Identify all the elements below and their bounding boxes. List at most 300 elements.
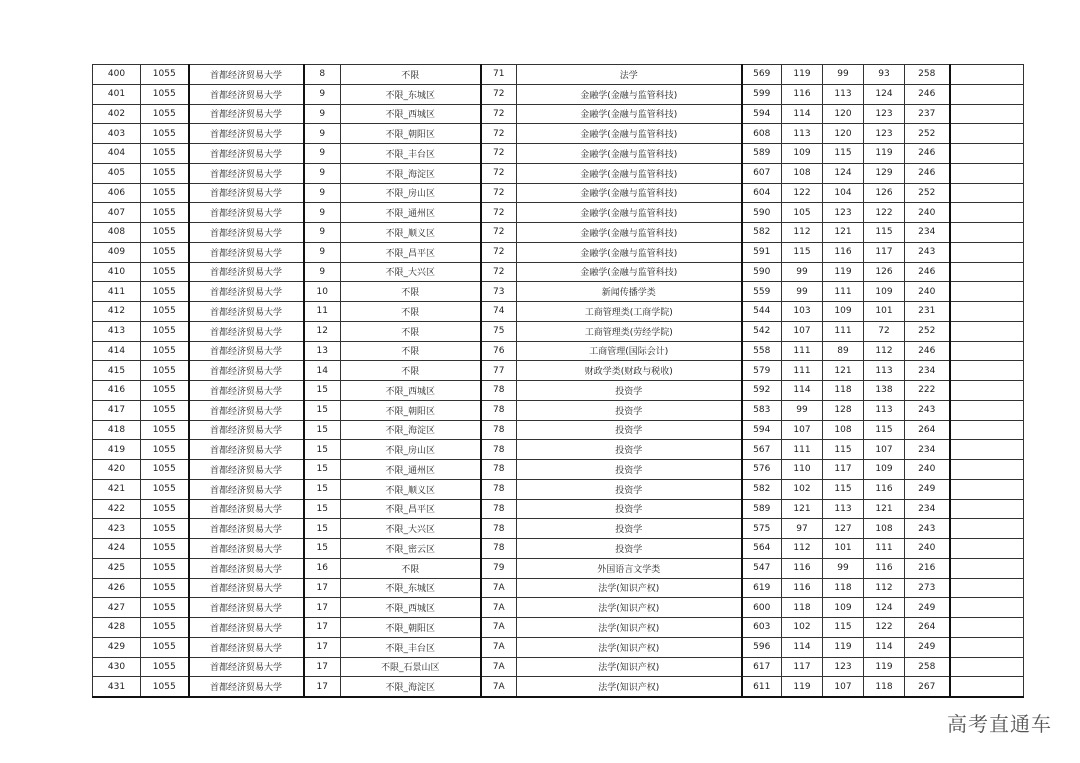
school-name-cell: 首都经济贸易大学 xyxy=(189,677,304,697)
seq-cell: 429 xyxy=(93,637,141,657)
school-name-cell: 首都经济贸易大学 xyxy=(189,124,304,144)
subject4-score-cell: 258 xyxy=(905,65,950,85)
note-cell xyxy=(950,440,1024,460)
restriction-cell: 不限_海淀区 xyxy=(341,163,481,183)
subject2-score-cell: 111 xyxy=(823,321,864,341)
subject4-score-cell: 246 xyxy=(905,262,950,282)
school-code-cell: 1055 xyxy=(141,440,189,460)
major-name-cell: 金融学(金融与监管科技) xyxy=(517,262,742,282)
seq-cell: 405 xyxy=(93,163,141,183)
total-score-cell: 617 xyxy=(742,657,782,677)
subject4-score-cell: 240 xyxy=(905,282,950,302)
total-score-cell: 592 xyxy=(742,381,782,401)
major-name-cell: 法学(知识产权) xyxy=(517,657,742,677)
subject2-score-cell: 127 xyxy=(823,519,864,539)
subject1-score-cell: 99 xyxy=(782,282,823,302)
school-name-cell: 首都经济贸易大学 xyxy=(189,361,304,381)
school-code-cell: 1055 xyxy=(141,677,189,697)
subject1-score-cell: 118 xyxy=(782,598,823,618)
subject1-score-cell: 121 xyxy=(782,499,823,519)
school-code-cell: 1055 xyxy=(141,400,189,420)
table-row xyxy=(93,65,1024,85)
subject4-score-cell: 216 xyxy=(905,558,950,578)
major-name-cell: 金融学(金融与监管科技) xyxy=(517,242,742,262)
seq-cell: 426 xyxy=(93,578,141,598)
major-code-cell: 72 xyxy=(481,203,517,223)
subject2-score-cell: 115 xyxy=(823,618,864,638)
subject2-score-cell: 117 xyxy=(823,460,864,480)
subject3-score-cell: 93 xyxy=(864,65,905,85)
major-name-cell: 投资学 xyxy=(517,420,742,440)
group-cell: 15 xyxy=(304,519,341,539)
note-cell xyxy=(950,618,1024,638)
seq-cell: 406 xyxy=(93,183,141,203)
subject3-score-cell: 115 xyxy=(864,420,905,440)
school-code-cell: 1055 xyxy=(141,637,189,657)
table-row xyxy=(93,539,1024,559)
school-name-cell: 首都经济贸易大学 xyxy=(189,539,304,559)
group-cell: 8 xyxy=(304,65,341,85)
group-cell: 9 xyxy=(304,124,341,144)
group-cell: 11 xyxy=(304,302,341,322)
subject2-score-cell: 118 xyxy=(823,578,864,598)
subject3-score-cell: 112 xyxy=(864,578,905,598)
major-name-cell: 投资学 xyxy=(517,539,742,559)
subject1-score-cell: 97 xyxy=(782,519,823,539)
subject1-score-cell: 105 xyxy=(782,203,823,223)
group-cell: 15 xyxy=(304,420,341,440)
major-code-cell: 71 xyxy=(481,65,517,85)
major-code-cell: 77 xyxy=(481,361,517,381)
school-code-cell: 1055 xyxy=(141,163,189,183)
subject4-score-cell: 252 xyxy=(905,124,950,144)
total-score-cell: 579 xyxy=(742,361,782,381)
school-code-cell: 1055 xyxy=(141,341,189,361)
subject4-score-cell: 252 xyxy=(905,183,950,203)
note-cell xyxy=(950,183,1024,203)
table-row xyxy=(93,163,1024,183)
subject4-score-cell: 246 xyxy=(905,84,950,104)
group-cell: 17 xyxy=(304,657,341,677)
note-cell xyxy=(950,104,1024,124)
school-name-cell: 首都经济贸易大学 xyxy=(189,262,304,282)
subject1-score-cell: 110 xyxy=(782,460,823,480)
restriction-cell: 不限_昌平区 xyxy=(341,499,481,519)
total-score-cell: 583 xyxy=(742,400,782,420)
major-name-cell: 法学(知识产权) xyxy=(517,637,742,657)
note-cell xyxy=(950,460,1024,480)
table-body xyxy=(93,65,1024,698)
subject1-score-cell: 116 xyxy=(782,84,823,104)
major-name-cell: 金融学(金融与监管科技) xyxy=(517,203,742,223)
subject1-score-cell: 116 xyxy=(782,558,823,578)
restriction-cell: 不限 xyxy=(341,282,481,302)
total-score-cell: 590 xyxy=(742,203,782,223)
subject3-score-cell: 117 xyxy=(864,242,905,262)
major-code-cell: 74 xyxy=(481,302,517,322)
school-name-cell: 首都经济贸易大学 xyxy=(189,420,304,440)
major-name-cell: 法学 xyxy=(517,65,742,85)
subject1-score-cell: 116 xyxy=(782,578,823,598)
subject2-score-cell: 108 xyxy=(823,420,864,440)
seq-cell: 400 xyxy=(93,65,141,85)
total-score-cell: 544 xyxy=(742,302,782,322)
restriction-cell: 不限_通州区 xyxy=(341,460,481,480)
subject4-score-cell: 249 xyxy=(905,637,950,657)
subject2-score-cell: 116 xyxy=(823,242,864,262)
subject3-score-cell: 113 xyxy=(864,361,905,381)
major-code-cell: 72 xyxy=(481,84,517,104)
group-cell: 9 xyxy=(304,84,341,104)
subject3-score-cell: 124 xyxy=(864,84,905,104)
table-row xyxy=(93,598,1024,618)
restriction-cell: 不限_顺义区 xyxy=(341,479,481,499)
total-score-cell: 569 xyxy=(742,65,782,85)
group-cell: 9 xyxy=(304,223,341,243)
school-code-cell: 1055 xyxy=(141,420,189,440)
school-name-cell: 首都经济贸易大学 xyxy=(189,637,304,657)
total-score-cell: 589 xyxy=(742,499,782,519)
major-code-cell: 76 xyxy=(481,341,517,361)
subject4-score-cell: 240 xyxy=(905,539,950,559)
table-row xyxy=(93,578,1024,598)
seq-cell: 407 xyxy=(93,203,141,223)
total-score-cell: 619 xyxy=(742,578,782,598)
note-cell xyxy=(950,657,1024,677)
table-row xyxy=(93,657,1024,677)
subject2-score-cell: 128 xyxy=(823,400,864,420)
subject4-score-cell: 231 xyxy=(905,302,950,322)
group-cell: 15 xyxy=(304,400,341,420)
total-score-cell: 594 xyxy=(742,420,782,440)
group-cell: 9 xyxy=(304,262,341,282)
major-code-cell: 78 xyxy=(481,381,517,401)
seq-cell: 423 xyxy=(93,519,141,539)
restriction-cell: 不限_昌平区 xyxy=(341,242,481,262)
table-row xyxy=(93,558,1024,578)
note-cell xyxy=(950,637,1024,657)
restriction-cell: 不限_西城区 xyxy=(341,598,481,618)
major-code-cell: 78 xyxy=(481,420,517,440)
subject2-score-cell: 89 xyxy=(823,341,864,361)
subject2-score-cell: 119 xyxy=(823,637,864,657)
total-score-cell: 547 xyxy=(742,558,782,578)
major-name-cell: 金融学(金融与监管科技) xyxy=(517,84,742,104)
table-row xyxy=(93,519,1024,539)
major-code-cell: 72 xyxy=(481,104,517,124)
subject3-score-cell: 116 xyxy=(864,479,905,499)
group-cell: 15 xyxy=(304,381,341,401)
note-cell xyxy=(950,262,1024,282)
major-code-cell: 7A xyxy=(481,578,517,598)
major-name-cell: 金融学(金融与监管科技) xyxy=(517,104,742,124)
total-score-cell: 600 xyxy=(742,598,782,618)
subject2-score-cell: 109 xyxy=(823,302,864,322)
subject3-score-cell: 114 xyxy=(864,637,905,657)
subject4-score-cell: 273 xyxy=(905,578,950,598)
subject1-score-cell: 119 xyxy=(782,677,823,697)
major-name-cell: 投资学 xyxy=(517,440,742,460)
table-row xyxy=(93,677,1024,697)
note-cell xyxy=(950,598,1024,618)
total-score-cell: 567 xyxy=(742,440,782,460)
total-score-cell: 603 xyxy=(742,618,782,638)
group-cell: 16 xyxy=(304,558,341,578)
school-name-cell: 首都经济贸易大学 xyxy=(189,321,304,341)
note-cell xyxy=(950,242,1024,262)
major-code-cell: 7A xyxy=(481,677,517,697)
seq-cell: 414 xyxy=(93,341,141,361)
subject4-score-cell: 246 xyxy=(905,144,950,164)
subject4-score-cell: 243 xyxy=(905,242,950,262)
total-score-cell: 582 xyxy=(742,223,782,243)
group-cell: 17 xyxy=(304,677,341,697)
seq-cell: 419 xyxy=(93,440,141,460)
subject4-score-cell: 264 xyxy=(905,420,950,440)
seq-cell: 421 xyxy=(93,479,141,499)
seq-cell: 401 xyxy=(93,84,141,104)
note-cell xyxy=(950,65,1024,85)
restriction-cell: 不限 xyxy=(341,558,481,578)
subject4-score-cell: 246 xyxy=(905,163,950,183)
major-code-cell: 75 xyxy=(481,321,517,341)
school-code-cell: 1055 xyxy=(141,479,189,499)
restriction-cell: 不限_海淀区 xyxy=(341,420,481,440)
note-cell xyxy=(950,321,1024,341)
subject1-score-cell: 113 xyxy=(782,124,823,144)
subject4-score-cell: 264 xyxy=(905,618,950,638)
school-name-cell: 首都经济贸易大学 xyxy=(189,657,304,677)
total-score-cell: 591 xyxy=(742,242,782,262)
subject4-score-cell: 234 xyxy=(905,499,950,519)
total-score-cell: 576 xyxy=(742,460,782,480)
table-row xyxy=(93,361,1024,381)
subject1-score-cell: 117 xyxy=(782,657,823,677)
subject4-score-cell: 243 xyxy=(905,519,950,539)
major-name-cell: 金融学(金融与监管科技) xyxy=(517,144,742,164)
major-code-cell: 7A xyxy=(481,598,517,618)
subject3-score-cell: 123 xyxy=(864,104,905,124)
seq-cell: 413 xyxy=(93,321,141,341)
seq-cell: 402 xyxy=(93,104,141,124)
seq-cell: 409 xyxy=(93,242,141,262)
major-code-cell: 72 xyxy=(481,124,517,144)
group-cell: 9 xyxy=(304,144,341,164)
school-name-cell: 首都经济贸易大学 xyxy=(189,499,304,519)
note-cell xyxy=(950,124,1024,144)
note-cell xyxy=(950,400,1024,420)
major-code-cell: 72 xyxy=(481,144,517,164)
table-row xyxy=(93,302,1024,322)
subject1-score-cell: 111 xyxy=(782,440,823,460)
admission-score-table xyxy=(92,64,1024,698)
subject3-score-cell: 112 xyxy=(864,341,905,361)
school-code-cell: 1055 xyxy=(141,65,189,85)
subject3-score-cell: 122 xyxy=(864,203,905,223)
table-row xyxy=(93,203,1024,223)
total-score-cell: 542 xyxy=(742,321,782,341)
school-name-cell: 首都经济贸易大学 xyxy=(189,144,304,164)
seq-cell: 424 xyxy=(93,539,141,559)
school-name-cell: 首都经济贸易大学 xyxy=(189,282,304,302)
note-cell xyxy=(950,499,1024,519)
total-score-cell: 596 xyxy=(742,637,782,657)
major-code-cell: 72 xyxy=(481,223,517,243)
seq-cell: 427 xyxy=(93,598,141,618)
school-name-cell: 首都经济贸易大学 xyxy=(189,183,304,203)
school-code-cell: 1055 xyxy=(141,519,189,539)
major-name-cell: 新闻传播学类 xyxy=(517,282,742,302)
total-score-cell: 564 xyxy=(742,539,782,559)
school-name-cell: 首都经济贸易大学 xyxy=(189,302,304,322)
total-score-cell: 594 xyxy=(742,104,782,124)
subject2-score-cell: 119 xyxy=(823,262,864,282)
total-score-cell: 607 xyxy=(742,163,782,183)
table-row xyxy=(93,440,1024,460)
table-row xyxy=(93,104,1024,124)
group-cell: 17 xyxy=(304,618,341,638)
school-name-cell: 首都经济贸易大学 xyxy=(189,618,304,638)
restriction-cell: 不限_西城区 xyxy=(341,381,481,401)
subject2-score-cell: 115 xyxy=(823,440,864,460)
subject3-score-cell: 115 xyxy=(864,223,905,243)
school-name-cell: 首都经济贸易大学 xyxy=(189,479,304,499)
note-cell xyxy=(950,341,1024,361)
subject4-score-cell: 240 xyxy=(905,203,950,223)
subject1-score-cell: 114 xyxy=(782,381,823,401)
subject1-score-cell: 114 xyxy=(782,637,823,657)
group-cell: 13 xyxy=(304,341,341,361)
subject3-score-cell: 122 xyxy=(864,618,905,638)
seq-cell: 431 xyxy=(93,677,141,697)
subject1-score-cell: 109 xyxy=(782,144,823,164)
subject3-score-cell: 123 xyxy=(864,124,905,144)
total-score-cell: 604 xyxy=(742,183,782,203)
group-cell: 15 xyxy=(304,440,341,460)
school-name-cell: 首都经济贸易大学 xyxy=(189,558,304,578)
note-cell xyxy=(950,361,1024,381)
seq-cell: 430 xyxy=(93,657,141,677)
school-code-cell: 1055 xyxy=(141,499,189,519)
restriction-cell: 不限_朝阳区 xyxy=(341,124,481,144)
subject4-score-cell: 258 xyxy=(905,657,950,677)
subject1-score-cell: 107 xyxy=(782,321,823,341)
school-name-cell: 首都经济贸易大学 xyxy=(189,578,304,598)
subject2-score-cell: 111 xyxy=(823,282,864,302)
major-code-cell: 78 xyxy=(481,440,517,460)
group-cell: 17 xyxy=(304,598,341,618)
school-code-cell: 1055 xyxy=(141,262,189,282)
school-name-cell: 首都经济贸易大学 xyxy=(189,598,304,618)
note-cell xyxy=(950,677,1024,697)
school-name-cell: 首都经济贸易大学 xyxy=(189,65,304,85)
seq-cell: 412 xyxy=(93,302,141,322)
subject1-score-cell: 112 xyxy=(782,223,823,243)
subject1-score-cell: 112 xyxy=(782,539,823,559)
school-code-cell: 1055 xyxy=(141,242,189,262)
seq-cell: 425 xyxy=(93,558,141,578)
restriction-cell: 不限_顺义区 xyxy=(341,223,481,243)
subject4-score-cell: 249 xyxy=(905,598,950,618)
subject1-score-cell: 108 xyxy=(782,163,823,183)
major-code-cell: 72 xyxy=(481,242,517,262)
table-row xyxy=(93,144,1024,164)
subject4-score-cell: 234 xyxy=(905,223,950,243)
table-row xyxy=(93,321,1024,341)
major-code-cell: 78 xyxy=(481,400,517,420)
subject1-score-cell: 103 xyxy=(782,302,823,322)
major-code-cell: 72 xyxy=(481,163,517,183)
seq-cell: 404 xyxy=(93,144,141,164)
table-row xyxy=(93,262,1024,282)
restriction-cell: 不限_房山区 xyxy=(341,440,481,460)
subject2-score-cell: 113 xyxy=(823,499,864,519)
total-score-cell: 582 xyxy=(742,479,782,499)
restriction-cell: 不限_朝阳区 xyxy=(341,400,481,420)
restriction-cell: 不限_大兴区 xyxy=(341,262,481,282)
subject4-score-cell: 240 xyxy=(905,460,950,480)
subject2-score-cell: 99 xyxy=(823,558,864,578)
major-code-cell: 7A xyxy=(481,657,517,677)
subject2-score-cell: 120 xyxy=(823,104,864,124)
note-cell xyxy=(950,558,1024,578)
major-code-cell: 73 xyxy=(481,282,517,302)
subject3-score-cell: 109 xyxy=(864,282,905,302)
restriction-cell: 不限 xyxy=(341,341,481,361)
subject4-score-cell: 237 xyxy=(905,104,950,124)
restriction-cell: 不限_石景山区 xyxy=(341,657,481,677)
major-name-cell: 投资学 xyxy=(517,519,742,539)
total-score-cell: 608 xyxy=(742,124,782,144)
subject2-score-cell: 107 xyxy=(823,677,864,697)
subject3-score-cell: 126 xyxy=(864,262,905,282)
major-name-cell: 外国语言文学类 xyxy=(517,558,742,578)
school-code-cell: 1055 xyxy=(141,124,189,144)
school-name-cell: 首都经济贸易大学 xyxy=(189,341,304,361)
subject3-score-cell: 107 xyxy=(864,440,905,460)
school-name-cell: 首都经济贸易大学 xyxy=(189,203,304,223)
school-name-cell: 首都经济贸易大学 xyxy=(189,440,304,460)
total-score-cell: 611 xyxy=(742,677,782,697)
major-code-cell: 79 xyxy=(481,558,517,578)
restriction-cell: 不限_通州区 xyxy=(341,203,481,223)
group-cell: 9 xyxy=(304,163,341,183)
seq-cell: 416 xyxy=(93,381,141,401)
subject3-score-cell: 113 xyxy=(864,400,905,420)
subject2-score-cell: 121 xyxy=(823,361,864,381)
subject3-score-cell: 121 xyxy=(864,499,905,519)
school-name-cell: 首都经济贸易大学 xyxy=(189,519,304,539)
group-cell: 9 xyxy=(304,242,341,262)
school-code-cell: 1055 xyxy=(141,361,189,381)
subject2-score-cell: 120 xyxy=(823,124,864,144)
major-name-cell: 工商管理类(工商学院) xyxy=(517,302,742,322)
restriction-cell: 不限_朝阳区 xyxy=(341,618,481,638)
restriction-cell: 不限 xyxy=(341,302,481,322)
subject4-score-cell: 252 xyxy=(905,321,950,341)
school-name-cell: 首都经济贸易大学 xyxy=(189,163,304,183)
group-cell: 9 xyxy=(304,183,341,203)
school-code-cell: 1055 xyxy=(141,657,189,677)
subject1-score-cell: 119 xyxy=(782,65,823,85)
subject3-score-cell: 138 xyxy=(864,381,905,401)
restriction-cell: 不限_丰台区 xyxy=(341,637,481,657)
note-cell xyxy=(950,420,1024,440)
major-name-cell: 金融学(金融与监管科技) xyxy=(517,183,742,203)
major-name-cell: 投资学 xyxy=(517,400,742,420)
major-name-cell: 法学(知识产权) xyxy=(517,578,742,598)
table-row xyxy=(93,282,1024,302)
